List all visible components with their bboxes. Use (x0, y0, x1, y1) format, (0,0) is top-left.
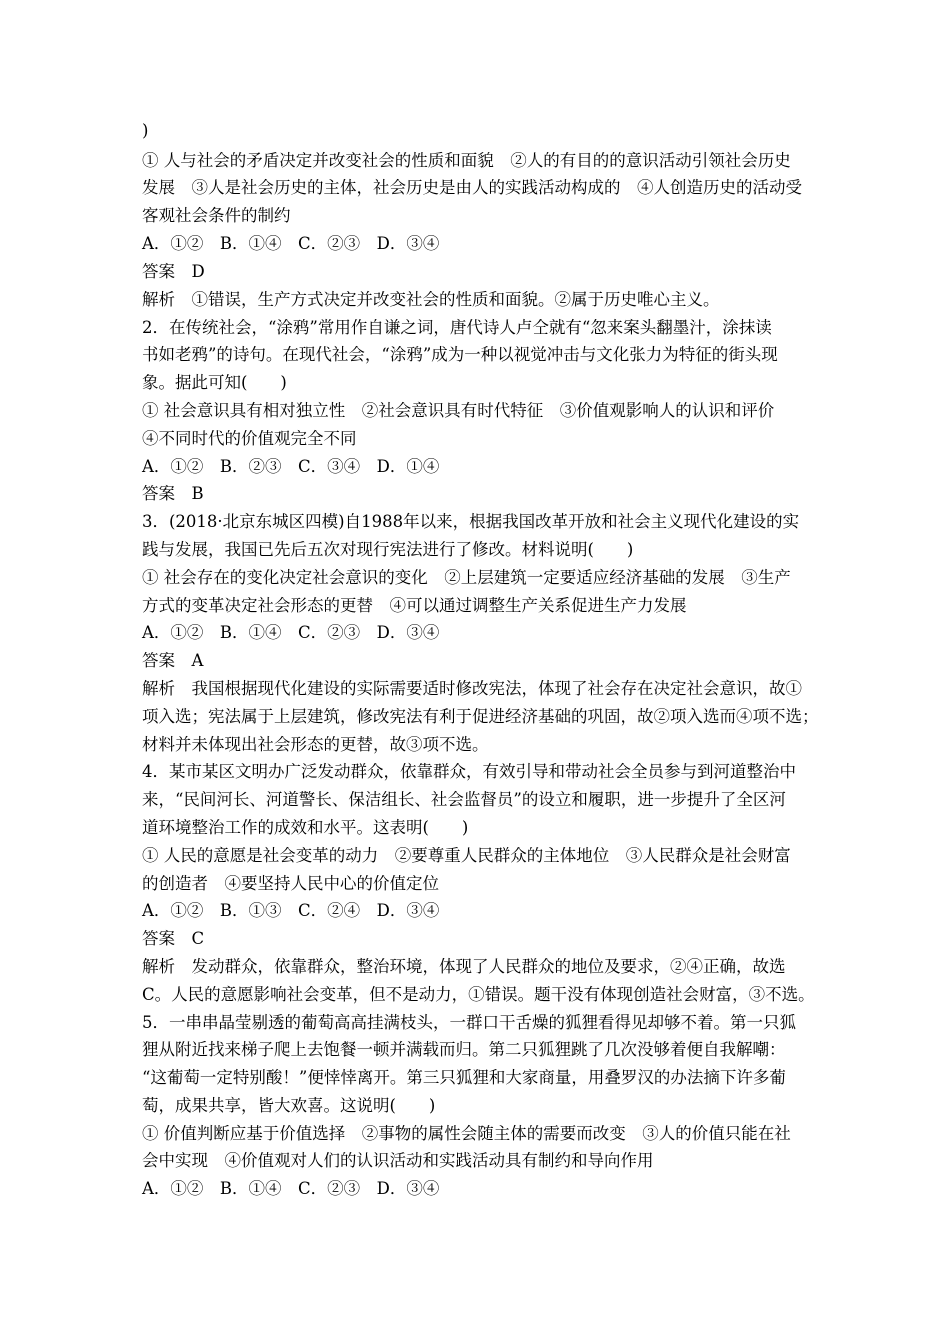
text-line: 来，“民间河长、河道警长、保洁组长、社会监督员”的设立和履职，进一步提升了全区河 (142, 790, 786, 809)
text-line: 道环境整治工作的成效和水平。这表明( ) (142, 818, 469, 837)
text-line: 会中实现 ④价值观对人们的认识活动和实践活动具有制约和导向作用 (142, 1151, 654, 1170)
answer-line: 答案 B (142, 484, 204, 503)
text-line: C。人民的意愿影响社会变革，但不是动力，①错误。题干没有体现创造社会财富，③不选。 (142, 985, 815, 1004)
answer-line: 答案 A (142, 651, 204, 670)
text-line: ④不同时代的价值观完全不同 (142, 429, 357, 448)
text-line: ① 人与社会的矛盾决定并改变社会的性质和面貌 ②人的有目的的意识活动引领社会历史 (142, 151, 791, 170)
options-line: A．①② B．①④ C．②③ D．③④ (142, 1179, 440, 1198)
text-line: 践与发展，我国已先后五次对现行宪法进行了修改。材料说明( ) (142, 540, 634, 559)
answer-line: 答案 C (142, 929, 205, 948)
text-line: 材料并未体现出社会形态的更替，故③项不选。 (142, 735, 489, 754)
options-line: A．①② B．①④ C．②③ D．③④ (142, 623, 440, 642)
options-line: A．①② B．②③ C．③④ D．①④ (142, 457, 440, 476)
text-line: ① 价值判断应基于价值选择 ②事物的属性会随主体的需要而改变 ③人的价值只能在社 (142, 1124, 791, 1143)
text-line: 象。据此可知( ) (142, 373, 287, 392)
options-line: A．①② B．①④ C．②③ D．③④ (142, 234, 440, 253)
text-line: ① 社会意识具有相对独立性 ②社会意识具有时代特征 ③价值观影响人的认识和评价 (142, 401, 775, 420)
text-line: 项入选；宪法属于上层建筑，修改宪法有利于促进经济基础的巩固，故②项入选而④项不选； (142, 707, 819, 726)
text-line: ) (142, 121, 149, 140)
text-line: “这葡萄一定特别酸！”便悻悻离开。第三只狐狸和大家商量，用叠罗汉的办法摘下许多葡 (142, 1068, 786, 1087)
text-line: ① 社会存在的变化决定社会意识的变化 ②上层建筑一定要适应经济基础的发展 ③生产 (142, 568, 791, 587)
text-line: 狸从附近找来梯子爬上去饱餐一顿并满载而归。第二只狐狸跳了几次没够着便自我解嘲： (142, 1040, 786, 1059)
options-line: A．①② B．①③ C．②④ D．③④ (142, 901, 440, 920)
text-line: 的创造者 ④要坚持人民中心的价值定位 (142, 874, 439, 893)
text-line: 客观社会条件的制约 (142, 206, 291, 225)
text-line: 方式的变革决定社会形态的更替 ④可以通过调整生产关系促进生产力发展 (142, 596, 687, 615)
question-line: 3．(2018·北京东城区四模)自1988年以来，根据我国改革开放和社会主义现代化建设的实 (142, 512, 800, 531)
text-line: 书如老鸦”的诗句。在现代社会，“涂鸦”成为一种以视觉冲击与文化张力为特征的街头现 (142, 345, 778, 364)
text-line: ① 人民的意愿是社会变革的动力 ②要尊重人民群众的主体地位 ③人民群众是社会财富 (142, 846, 791, 865)
text-line: 发展 ③人是社会历史的主体，社会历史是由人的实践活动构成的 ④人创造历史的活动受 (142, 178, 802, 197)
analysis-line: 解析 我国根据现代化建设的实际需要适时修改宪法，体现了社会存在决定社会意识，故① (142, 679, 802, 698)
analysis-line: 解析 ①错误，生产方式决定并改变社会的性质和面貌。②属于历史唯心主义。 (142, 290, 720, 309)
question-line: 4．某市某区文明办广泛发动群众，依靠群众，有效引导和带动社会全员参与到河道整治中 (142, 762, 796, 781)
text-line: 萄，成果共享，皆大欢喜。这说明( ) (142, 1096, 436, 1115)
question-line: 5．一串串晶莹剔透的葡萄高高挂满枝头，一群口干舌燥的狐狸看得见却够不着。第一只狐 (142, 1013, 796, 1032)
answer-line: 答案 D (142, 262, 205, 281)
analysis-line: 解析 发动群众，依靠群众，整治环境，体现了人民群众的地位及要求，②④正确，故选 (142, 957, 786, 976)
question-line: 2．在传统社会，“涂鸦”常用作自谦之词，唐代诗人卢仝就有“忽来案头翻墨汁，涂抹读 (142, 318, 772, 337)
